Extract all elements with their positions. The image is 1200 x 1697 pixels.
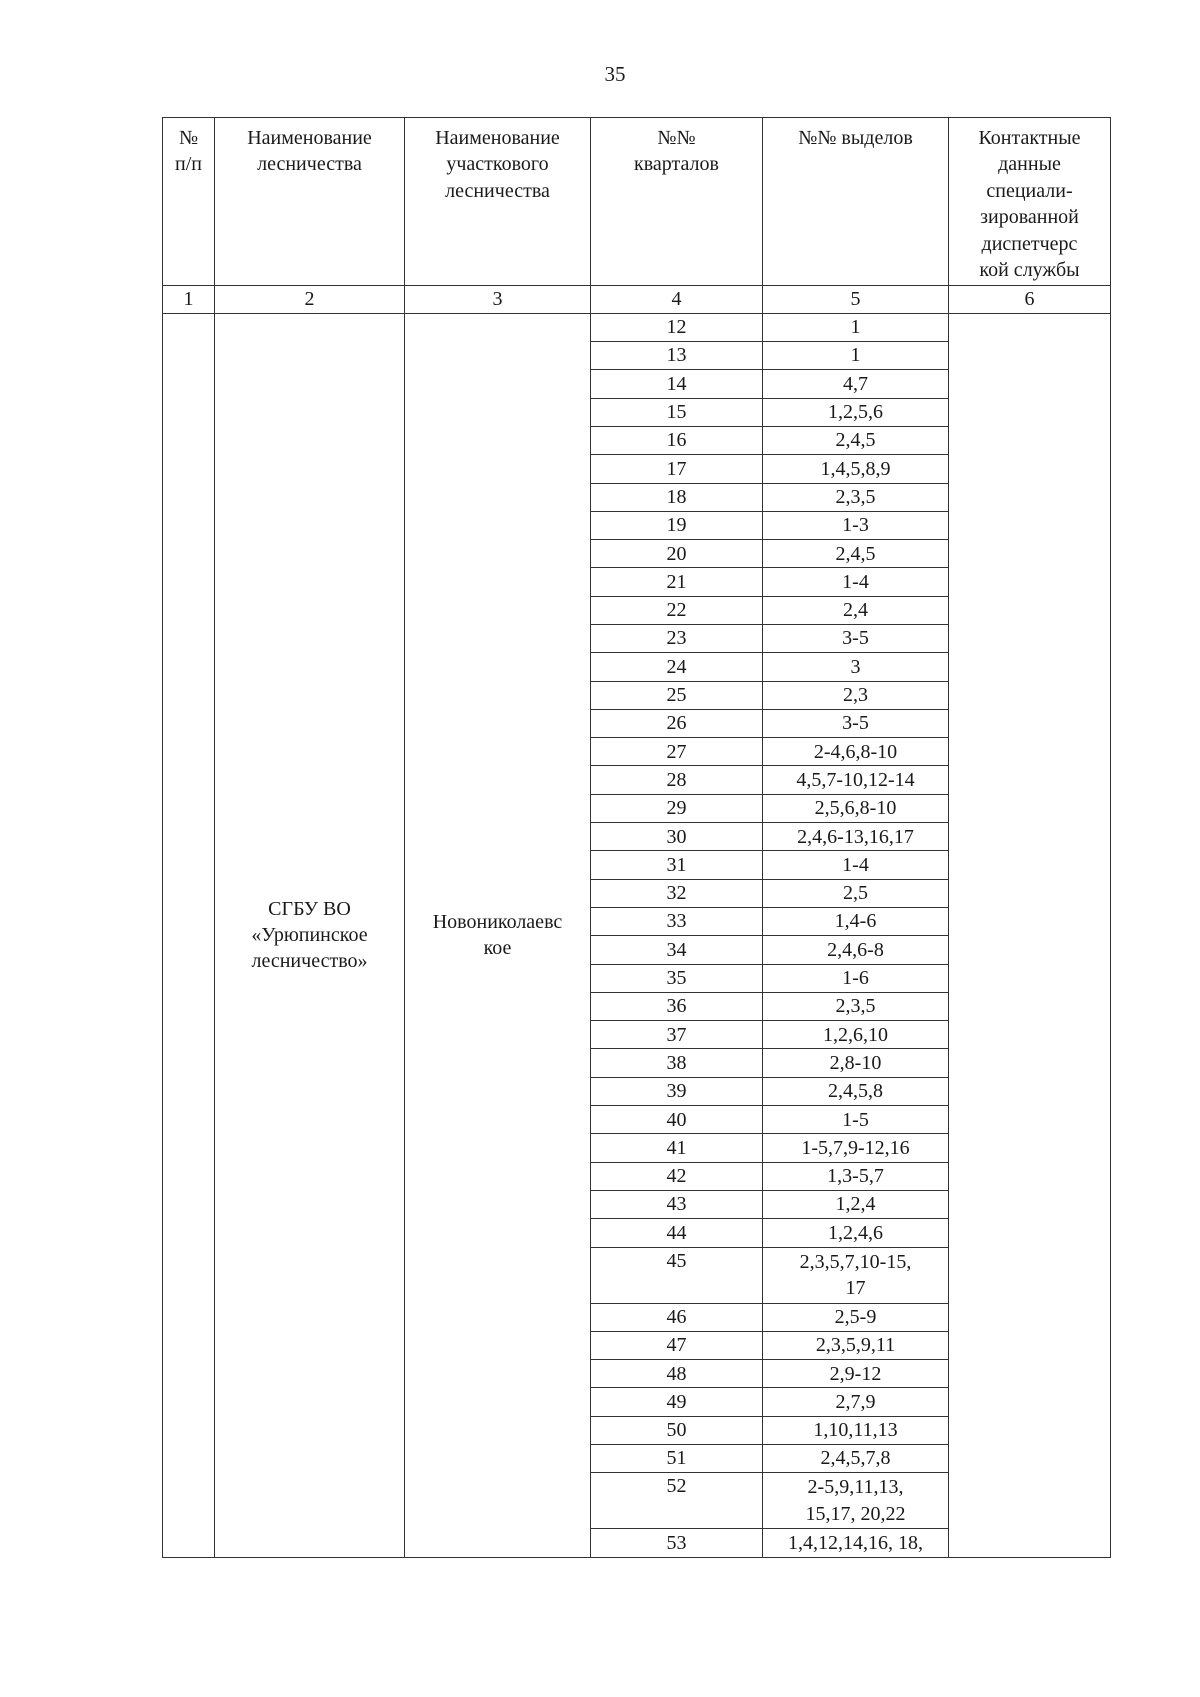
header-number: № п/п [163, 118, 215, 286]
vydely-cell [763, 455, 949, 483]
kvartal-cell: 53 [591, 1529, 763, 1557]
kvartal-cell: 26 [591, 709, 763, 737]
column-number-row [163, 286, 1111, 313]
vydely-cell [763, 1416, 949, 1444]
kvartal-cell: 45 [591, 1247, 763, 1303]
vydely-text: 2-5,9,11,13, 15,17, 20,22 [805, 1476, 906, 1525]
vydely-text: 2,4,6-8 [827, 938, 884, 961]
kvartal-cell: 49 [591, 1388, 763, 1416]
district-name-cell [405, 313, 591, 1557]
vydely-cell [763, 1388, 949, 1416]
vydely-text: 1,4,5,8,9 [820, 457, 891, 480]
kvartal-cell: 46 [591, 1303, 763, 1331]
header-forestry: Наименование лесничества [215, 118, 405, 286]
vydely-text: 1,2,5,6 [828, 401, 883, 424]
forestry-name-cell-text: СГБУ ВО «Урюпинское лесничество» [251, 897, 368, 973]
vydely-cell [763, 1529, 949, 1557]
kvartal-cell: 39 [591, 1077, 763, 1105]
vydely-text: 1-5,7,9-12,16 [801, 1136, 910, 1159]
kvartal-cell: 15 [591, 398, 763, 426]
header-kvartaly: №№ кварталов [591, 118, 763, 286]
vydely-cell [763, 1473, 949, 1529]
vydely-text: 2,4,5,7,8 [820, 1447, 891, 1470]
vydely-cell [763, 1219, 949, 1247]
vydely-text: 1,2,4 [835, 1193, 876, 1216]
vydely-cell [763, 1106, 949, 1134]
kvartal-cell: 38 [591, 1049, 763, 1077]
kvartal-cell: 17 [591, 455, 763, 483]
vydely-text: 2-4,6,8-10 [813, 740, 898, 763]
vydely-cell [763, 511, 949, 539]
kvartal-cell: 35 [591, 964, 763, 992]
kvartal-cell: 31 [591, 851, 763, 879]
district-name-cell-text: Новониколаевс кое [432, 910, 563, 960]
forestry-name-cell [215, 313, 405, 1557]
column-number: 3 [405, 286, 591, 313]
vydely-cell [763, 766, 949, 794]
kvartal-cell: 24 [591, 653, 763, 681]
vydely-cell [763, 1190, 949, 1218]
kvartal-cell: 47 [591, 1331, 763, 1359]
vydely-text: 2,3,5,9,11 [815, 1334, 896, 1357]
kvartal-cell: 50 [591, 1416, 763, 1444]
kvartal-cell: 20 [591, 540, 763, 568]
vydely-text: 4,7 [843, 372, 868, 395]
kvartal-cell: 48 [591, 1360, 763, 1388]
vydely-cell [763, 483, 949, 511]
vydely-cell [763, 1331, 949, 1359]
vydely-text: 2,3,5,7,10-15, 17 [799, 1250, 912, 1300]
vydely-text: 4,5,7-10,12-14 [796, 768, 915, 791]
vydely-cell [763, 681, 949, 709]
kvartal-cell: 37 [591, 1021, 763, 1049]
contact-cell [949, 313, 1111, 1557]
vydely-text: 1,2,6,10 [823, 1023, 888, 1046]
vydely-cell [763, 738, 949, 766]
vydely-text: 2,3 [843, 684, 868, 707]
kvartal-cell: 51 [591, 1445, 763, 1473]
column-number: 1 [163, 286, 215, 313]
vydely-cell [763, 907, 949, 935]
kvartal-cell: 32 [591, 879, 763, 907]
vydely-text: 3 [850, 655, 861, 678]
kvartal-cell: 33 [591, 907, 763, 935]
kvartal-cell: 22 [591, 596, 763, 624]
vydely-cell [763, 568, 949, 596]
kvartal-cell: 16 [591, 426, 763, 454]
vydely-text: 1,4,12,14,16, 18, [788, 1531, 923, 1554]
kvartal-cell: 41 [591, 1134, 763, 1162]
header-contacts: Контактные данные специали- зированной диспетчерс кой службы [949, 118, 1111, 286]
kvartal-cell: 34 [591, 936, 763, 964]
page-number: 35 [604, 62, 626, 86]
vydely-cell [763, 709, 949, 737]
vydely-text: 3-5 [842, 627, 869, 650]
vydely-text: 1,3-5,7 [827, 1165, 884, 1188]
kvartal-cell: 52 [591, 1473, 763, 1529]
vydely-cell [763, 823, 949, 851]
vydely-text: 2,4,5,8 [828, 1080, 883, 1103]
vydely-text: 2,3,5 [835, 995, 876, 1018]
vydely-cell [763, 1445, 949, 1473]
vydely-text: 1,2,4,6 [828, 1221, 883, 1244]
vydely-cell [763, 1247, 949, 1303]
vydely-cell [763, 540, 949, 568]
column-number: 6 [949, 286, 1111, 313]
header-row [163, 118, 1111, 286]
vydely-text: 2,4,5 [835, 542, 876, 565]
kvartal-cell: 23 [591, 625, 763, 653]
header-district: Наименование участкового лесничества [405, 118, 591, 286]
vydely-text: 1 [850, 344, 861, 367]
vydely-text: 2,7,9 [835, 1390, 876, 1413]
vydely-cell [763, 1303, 949, 1331]
vydely-cell [763, 992, 949, 1020]
kvartal-cell: 40 [591, 1106, 763, 1134]
vydely-cell [763, 1021, 949, 1049]
vydely-cell [763, 426, 949, 454]
vydely-cell [763, 964, 949, 992]
kvartal-cell: 30 [591, 823, 763, 851]
vydely-text: 2,3,5 [835, 485, 876, 508]
vydely-text: 1-4 [842, 853, 869, 876]
vydely-text: 2,5,6,8-10 [814, 797, 897, 820]
vydely-cell [763, 342, 949, 370]
kvartal-cell: 21 [591, 568, 763, 596]
kvartal-cell: 25 [591, 681, 763, 709]
header-vydely: №№ выделов [763, 118, 949, 286]
vydely-text: 2,5-9 [834, 1305, 877, 1328]
vydely-text: 1-5 [842, 1108, 869, 1131]
vydely-cell [763, 851, 949, 879]
vydely-cell [763, 370, 949, 398]
vydely-text: 2,5 [843, 882, 868, 905]
vydely-text: 1,10,11,13 [813, 1419, 898, 1442]
vydely-cell [763, 1360, 949, 1388]
forestry-table [162, 117, 1111, 1558]
kvartal-cell: 14 [591, 370, 763, 398]
vydely-cell [763, 794, 949, 822]
vydely-text: 2,9-12 [829, 1362, 882, 1385]
vydely-text: 2,4 [843, 599, 868, 622]
vydely-text: 1-3 [842, 514, 869, 537]
kvartal-cell: 42 [591, 1162, 763, 1190]
vydely-text: 2,4,6-13,16,17 [797, 825, 914, 848]
column-number: 2 [215, 286, 405, 313]
kvartal-cell: 13 [591, 342, 763, 370]
vydely-cell [763, 625, 949, 653]
column-number: 4 [591, 286, 763, 313]
kvartal-cell: 29 [591, 794, 763, 822]
kvartal-cell: 12 [591, 313, 763, 341]
vydely-text: 2,4,5 [835, 429, 876, 452]
row-number-cell [163, 313, 215, 1557]
vydely-cell [763, 313, 949, 341]
kvartal-cell: 28 [591, 766, 763, 794]
column-number: 5 [763, 286, 949, 313]
kvartal-cell: 19 [591, 511, 763, 539]
vydely-text: 3-5 [842, 712, 869, 735]
vydely-cell [763, 1162, 949, 1190]
vydely-cell [763, 879, 949, 907]
kvartal-cell: 43 [591, 1190, 763, 1218]
vydely-text: 2,8-10 [829, 1051, 882, 1074]
vydely-cell [763, 1077, 949, 1105]
kvartal-cell: 18 [591, 483, 763, 511]
kvartal-cell: 44 [591, 1219, 763, 1247]
vydely-cell [763, 398, 949, 426]
vydely-cell [763, 1049, 949, 1077]
vydely-text: 1,4-6 [834, 910, 877, 933]
table-body [163, 313, 1111, 1557]
vydely-cell [763, 596, 949, 624]
kvartal-cell: 27 [591, 738, 763, 766]
vydely-cell [763, 1134, 949, 1162]
vydely-cell [763, 936, 949, 964]
vydely-text: 1-6 [842, 967, 869, 990]
vydely-text: 1 [850, 316, 861, 339]
vydely-cell [763, 653, 949, 681]
kvartal-cell: 36 [591, 992, 763, 1020]
table-row [163, 313, 1111, 341]
vydely-text: 1-4 [842, 570, 869, 593]
